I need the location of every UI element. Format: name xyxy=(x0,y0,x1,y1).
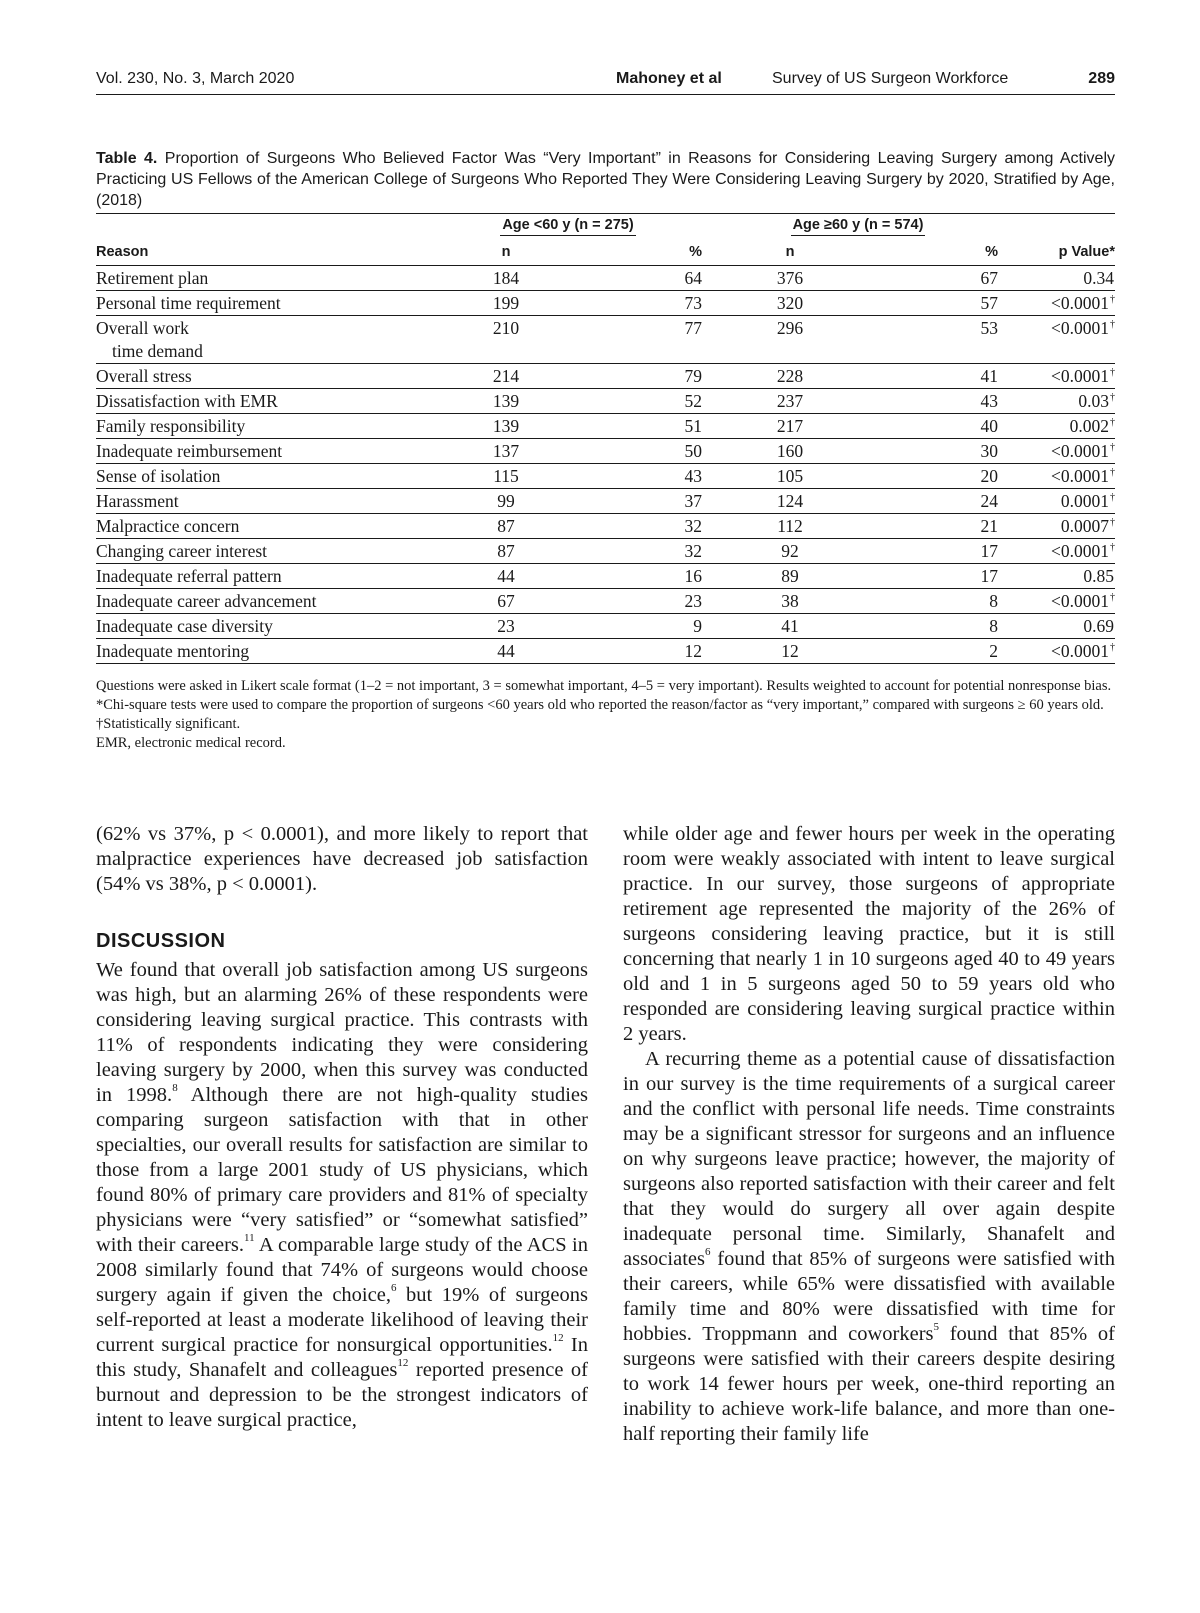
cell-n-60-plus: 112 xyxy=(710,514,870,539)
cell-reason: Inadequate referral pattern xyxy=(96,564,426,589)
cell-percent-under-60: 12 xyxy=(586,639,710,664)
cell-p-value: <0.0001† xyxy=(1006,439,1115,464)
citation: 6 xyxy=(704,1246,711,1259)
cell-percent-60-plus: 24 xyxy=(870,489,1006,514)
cell-p-value: 0.34 xyxy=(1006,266,1115,291)
footnote: †Statistically significant. xyxy=(96,716,241,732)
significance-marker: † xyxy=(1110,467,1115,478)
data-table xyxy=(96,213,1115,664)
cell-p-value: 0.0001† xyxy=(1006,489,1115,514)
cell-percent-60-plus: 8 xyxy=(870,614,1006,639)
cell-percent-60-plus: 2 xyxy=(870,639,1006,664)
col-header-reason: Reason xyxy=(96,239,426,266)
cell-percent-under-60: 23 xyxy=(586,589,710,614)
cell-n-under-60: 214 xyxy=(426,364,586,389)
paragraph: A recurring theme as a potential cause of dissatisfaction in our survey is the time requirements of a surgical career and the conflict with personal life needs. Time constraints may be a significant stressor for surgeons and an influence on why surgeons leave practice; however, the majority of surgeons also reported satisfaction with their career and felt that they would do surgery all over again despite inadequate personal time. Similarly, Shanafelt and associates$^6$ found that 85% of surgeons were satisfied with their careers, while 65% were dissatisfied with available family time and 80% were dissatisfied with time for hobbies. Troppmann and coworkers$^5$ found that 85% of surgeons were satisfied with their careers despite desiring to work 14 fewer hours per week, one-third reporting an inability to achieve work-life balance, and more than one-half reporting their family life xyxy=(623,1048,1115,1445)
cell-percent-under-60: 73 xyxy=(586,291,710,316)
cell-reason: Changing career interest xyxy=(96,539,426,564)
cell-p-value: <0.0001† xyxy=(1006,316,1115,364)
cell-p-value: 0.85 xyxy=(1006,564,1115,589)
cell-reason: Malpractice concern xyxy=(96,514,426,539)
cell-percent-under-60: 32 xyxy=(586,514,710,539)
running-header xyxy=(96,68,1115,95)
cell-p-value: <0.0001† xyxy=(1006,464,1115,489)
significance-marker: † xyxy=(1110,417,1115,428)
footnote: EMR, electronic medical record. xyxy=(96,735,286,751)
cell-n-under-60: 184 xyxy=(426,266,586,291)
cell-reason: Harassment xyxy=(96,489,426,514)
cell-n-under-60: 137 xyxy=(426,439,586,464)
cell-percent-under-60: 52 xyxy=(586,389,710,414)
table-row xyxy=(96,589,1115,614)
cell-n-60-plus: 89 xyxy=(710,564,870,589)
col-header-percent: % xyxy=(586,239,710,266)
cell-percent-under-60: 77 xyxy=(586,316,710,364)
cell-n-60-plus: 41 xyxy=(710,614,870,639)
cell-percent-60-plus: 53 xyxy=(870,316,1006,364)
col-header-p-value: p Value* xyxy=(1006,239,1115,266)
cell-percent-60-plus: 21 xyxy=(870,514,1006,539)
significance-marker: † xyxy=(1110,642,1115,653)
cell-n-60-plus: 38 xyxy=(710,589,870,614)
cell-n-60-plus: 237 xyxy=(710,389,870,414)
group-header-under-60: Age <60 y (n = 275) xyxy=(426,214,710,240)
citation: 5 xyxy=(933,1321,940,1334)
cell-percent-60-plus: 8 xyxy=(870,589,1006,614)
footnote: *Chi-square tests were used to compare the proportion of surgeons <60 years old who reported the reason/factor as “very important,” compared with surgeons ≥ 60 years old. xyxy=(96,697,1104,713)
significance-marker: † xyxy=(1110,542,1115,553)
significance-marker: † xyxy=(1110,492,1115,503)
cell-n-under-60: 87 xyxy=(426,514,586,539)
cell-p-value: <0.0001† xyxy=(1006,364,1115,389)
cell-n-under-60: 210 xyxy=(426,316,586,364)
cell-percent-under-60: 9 xyxy=(586,614,710,639)
table-row xyxy=(96,464,1115,489)
cell-percent-under-60: 32 xyxy=(586,539,710,564)
cell-p-value: 0.002† xyxy=(1006,414,1115,439)
table-row xyxy=(96,514,1115,539)
table-row xyxy=(96,639,1115,664)
col-header-n: n xyxy=(710,239,870,266)
cell-reason: Dissatisfaction with EMR xyxy=(96,389,426,414)
journal-volume: Vol. 230, No. 3, March 2020 xyxy=(96,70,295,87)
citation: 12 xyxy=(397,1357,409,1370)
table-row xyxy=(96,291,1115,316)
col-header-n: n xyxy=(426,239,586,266)
cell-reason: Overall stress xyxy=(96,364,426,389)
table-row xyxy=(96,266,1115,291)
cell-percent-under-60: 51 xyxy=(586,414,710,439)
significance-marker: † xyxy=(1110,517,1115,528)
body-column-left xyxy=(96,822,588,1433)
cell-n-under-60: 139 xyxy=(426,389,586,414)
cell-percent-under-60: 43 xyxy=(586,464,710,489)
cell-percent-under-60: 50 xyxy=(586,439,710,464)
cell-percent-60-plus: 41 xyxy=(870,364,1006,389)
significance-marker: † xyxy=(1110,319,1115,330)
cell-reason: Inadequate mentoring xyxy=(96,639,426,664)
cell-percent-60-plus: 40 xyxy=(870,414,1006,439)
page-number: 289 xyxy=(1088,70,1115,87)
cell-n-60-plus: 296 xyxy=(710,316,870,364)
cell-n-under-60: 44 xyxy=(426,639,586,664)
table-row xyxy=(96,316,1115,364)
cell-reason: Inadequate case diversity xyxy=(96,614,426,639)
cell-reason: Inadequate career advancement xyxy=(96,589,426,614)
significance-marker: † xyxy=(1110,592,1115,603)
cell-n-60-plus: 320 xyxy=(710,291,870,316)
cell-n-60-plus: 12 xyxy=(710,639,870,664)
cell-reason: Retirement plan xyxy=(96,266,426,291)
table-row xyxy=(96,439,1115,464)
cell-percent-60-plus: 17 xyxy=(870,564,1006,589)
cell-p-value: <0.0001† xyxy=(1006,639,1115,664)
table-row xyxy=(96,414,1115,439)
cell-p-value: 0.03† xyxy=(1006,389,1115,414)
citation: 8 xyxy=(172,1082,178,1095)
cell-n-60-plus: 160 xyxy=(710,439,870,464)
cell-percent-under-60: 37 xyxy=(586,489,710,514)
cell-n-under-60: 23 xyxy=(426,614,586,639)
cell-reason: Overall work time demand xyxy=(96,316,426,364)
cell-p-value: <0.0001† xyxy=(1006,291,1115,316)
cell-n-under-60: 99 xyxy=(426,489,586,514)
paragraph: We found that overall job satisfaction among US surgeons was high, but an alarming 26% of these respondents were considering leaving surgical practice. This contrasts with 11% of respondents indicating they were considering leaving surgery by 2000, when this survey was conducted in 1998.$^8$ Although there are not high-quality studies comparing surgeon satisfaction with that in other specialties, our overall results for satisfaction are similar to those from a large 2001 study of US physicians, which found 80% of primary care providers and 81% of specialty physicians were “very satisfied” or “somewhat satisfied” with their careers.$^{11}$ A comparable large study of the ACS in 2008 similarly found that 74% of surgeons would choose surgery again if given the choice,$^6$ but 19% of surgeons self-reported at least a moderate likelihood of leaving their current surgical practice for nonsurgical opportunities.$^{12}$ In this study, Shanafelt and colleagues$^{12}$ reported presence of burnout and depression to be the strongest indicators of intent to leave surgical practice, xyxy=(96,959,589,1431)
table-row xyxy=(96,564,1115,589)
cell-percent-60-plus: 57 xyxy=(870,291,1006,316)
paragraph: (62% vs 37%, p < 0.0001), and more likely to report that malpractice experiences have decreased job satisfaction (54% vs 38%, p < 0.0001). xyxy=(96,823,588,895)
cell-n-60-plus: 376 xyxy=(710,266,870,291)
table-row xyxy=(96,364,1115,389)
table-footnotes xyxy=(96,677,1115,753)
running-authors: Mahoney et al xyxy=(616,70,722,87)
cell-n-under-60: 199 xyxy=(426,291,586,316)
significance-marker: † xyxy=(1110,367,1115,378)
significance-marker: † xyxy=(1110,442,1115,453)
cell-reason: Family responsibility xyxy=(96,414,426,439)
cell-reason: Personal time requirement xyxy=(96,291,426,316)
cell-percent-under-60: 64 xyxy=(586,266,710,291)
section-heading: DISCUSSION xyxy=(96,930,226,952)
significance-marker: † xyxy=(1110,294,1115,305)
cell-n-60-plus: 92 xyxy=(710,539,870,564)
cell-percent-under-60: 16 xyxy=(586,564,710,589)
cell-percent-under-60: 79 xyxy=(586,364,710,389)
citation: 11 xyxy=(244,1232,255,1245)
table-row xyxy=(96,389,1115,414)
cell-percent-60-plus: 20 xyxy=(870,464,1006,489)
cell-n-under-60: 87 xyxy=(426,539,586,564)
table-row xyxy=(96,539,1115,564)
cell-n-under-60: 44 xyxy=(426,564,586,589)
body-column-right xyxy=(623,822,1115,1447)
table-row xyxy=(96,614,1115,639)
citation: 6 xyxy=(390,1282,397,1295)
table-row xyxy=(96,489,1115,514)
col-header-percent: % xyxy=(870,239,1006,266)
cell-p-value: <0.0001† xyxy=(1006,589,1115,614)
table-label: Table 4. xyxy=(96,150,158,167)
running-title: Survey of US Surgeon Workforce xyxy=(772,70,1009,87)
cell-n-60-plus: 105 xyxy=(710,464,870,489)
cell-n-60-plus: 228 xyxy=(710,364,870,389)
cell-p-value: 0.0007† xyxy=(1006,514,1115,539)
citation: 12 xyxy=(552,1332,564,1345)
cell-p-value: 0.69 xyxy=(1006,614,1115,639)
table-caption-text: Proportion of Surgeons Who Believed Factor Was “Very Important” in Reasons for Considering Leaving Surgery among Actively Practicing US Fellows of the American College of Surgeons Who Reported They Were Considering Leaving Surgery by 2020, Stratified by Age, (2018) xyxy=(96,150,1116,209)
cell-n-60-plus: 124 xyxy=(710,489,870,514)
cell-n-under-60: 139 xyxy=(426,414,586,439)
cell-reason: Inadequate reimbursement xyxy=(96,439,426,464)
paragraph: while older age and fewer hours per week in the operating room were weakly associated with intent to leave surgical practice. In our survey, those surgeons of appropriate retirement age represented the majority of the 26% of surgeons considering leaving practice, but it is still concerning that nearly 1 in 10 surgeons aged 40 to 49 years old and 1 in 5 surgeons aged 50 to 59 years old who responded are considering leaving surgical practice within 2 years. xyxy=(623,823,1115,1045)
cell-n-under-60: 115 xyxy=(426,464,586,489)
group-header-60-plus: Age ≥60 y (n = 574) xyxy=(710,214,1006,240)
cell-percent-60-plus: 17 xyxy=(870,539,1006,564)
cell-n-60-plus: 217 xyxy=(710,414,870,439)
cell-percent-60-plus: 67 xyxy=(870,266,1006,291)
table-caption xyxy=(96,148,1115,211)
cell-p-value: <0.0001† xyxy=(1006,539,1115,564)
cell-reason: Sense of isolation xyxy=(96,464,426,489)
cell-percent-60-plus: 30 xyxy=(870,439,1006,464)
cell-n-under-60: 67 xyxy=(426,589,586,614)
significance-marker: † xyxy=(1110,392,1115,403)
cell-percent-60-plus: 43 xyxy=(870,389,1006,414)
footnote: Questions were asked in Likert scale format (1–2 = not important, 3 = somewhat important, 4–5 = very important). Results weighted to account for potential nonresponse bias. xyxy=(96,678,1112,694)
